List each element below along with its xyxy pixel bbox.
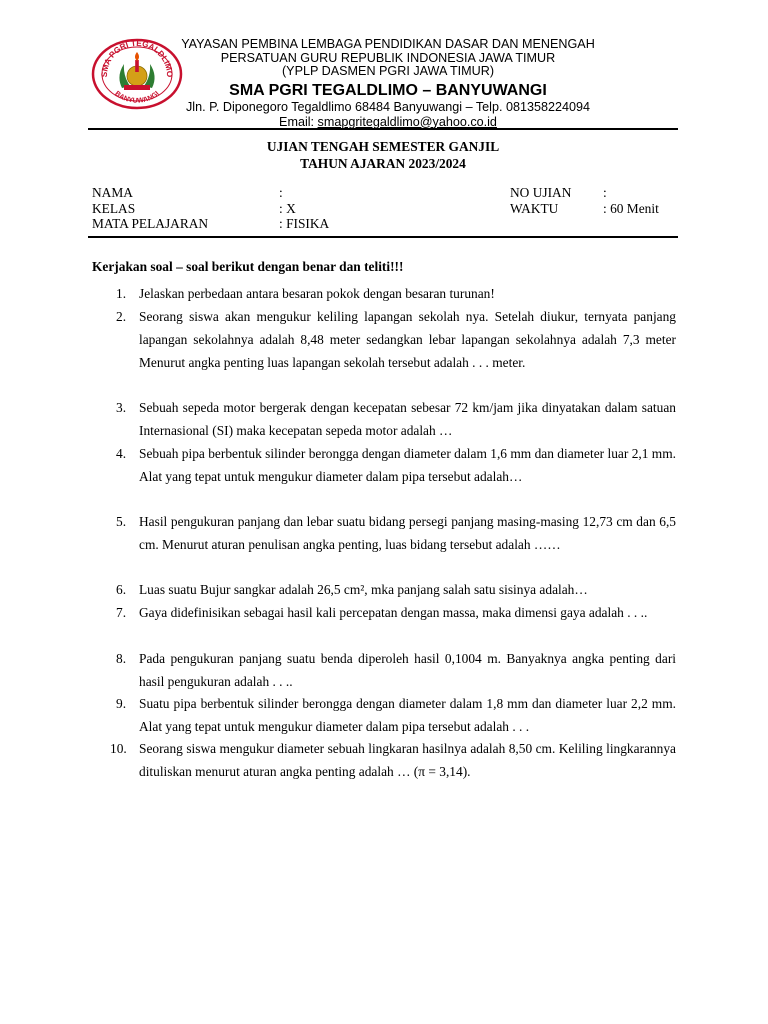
question-item: [92, 648, 676, 694]
nama-field[interactable]: :: [279, 185, 283, 200]
mapel-label: MATA PELAJARAN: [92, 216, 209, 231]
nama-label: NAMA: [92, 185, 133, 200]
question-number: 5.: [116, 514, 127, 529]
question-item: [92, 602, 676, 625]
question-text: Suatu pipa berbentuk silinder berongga dengan diameter dalam 1,8 mm dan diameter luar 2,2 mm. Alat yang tepat untuk mengukur diameter dalam pipa tersebut adalah . . .: [139, 696, 676, 734]
question-text: Luas suatu Bujur sangkar adalah 26,5 cm², mka panjang salah satu sisinya adalah…: [139, 582, 588, 597]
letterhead-divider: [88, 128, 678, 130]
exam-title: UJIAN TENGAH SEMESTER GANJIL: [266, 139, 500, 154]
email-link[interactable]: smapgritegaldlimo@yahoo.co.id: [317, 114, 497, 129]
letterhead-abbreviation: (YPLP DASMEN PGRI JAWA TIMUR): [281, 64, 495, 78]
question-number: 8.: [116, 651, 127, 666]
kelas-value: : X: [279, 201, 296, 216]
school-logo: [90, 38, 184, 110]
question-number: 3.: [116, 400, 127, 415]
question-number: 1.: [116, 286, 127, 301]
question-item: [92, 693, 676, 739]
question-text: Gaya didefinisikan sebagai hasil kali percepatan dengan massa, maka dimensi gaya adalah . . ..: [139, 605, 648, 620]
question-number: 9.: [116, 696, 127, 711]
logo-ribbon: [124, 85, 150, 90]
question-item: [92, 443, 676, 489]
question-number: 6.: [116, 582, 127, 597]
question-number: 4.: [116, 446, 127, 461]
question-number: 10.: [110, 741, 127, 756]
waktu-label: WAKTU: [510, 201, 559, 216]
school-name: SMA PGRI TEGALDLIMO – BANYUWANGI: [229, 81, 547, 99]
no-ujian-field[interactable]: :: [603, 185, 607, 200]
school-address: Jln. P. Diponegoro Tegaldlimo 68484 Banyuwangi – Telp. 081358224094: [185, 99, 590, 114]
question-number: 2.: [116, 309, 127, 324]
waktu-value: : 60 Menit: [603, 201, 659, 216]
kelas-label: KELAS: [92, 201, 136, 216]
question-item: [92, 306, 676, 374]
question-text: Sebuah sepeda motor bergerak dengan kecepatan sebesar 72 km/jam jika dinyatakan dalam satuan Internasional (SI) maka kecepatan sepeda motor adalah …: [139, 400, 676, 438]
mapel-value: : FISIKA: [279, 216, 330, 231]
question-text: Pada pengukuran panjang suatu benda diperoleh hasil 0,1004 m. Banyaknya angka penting dari hasil pengukuran adalah . . ..: [139, 651, 676, 689]
question-item: [92, 397, 676, 443]
question-text: Jelaskan perbedaan antara besaran pokok dengan besaran turunan!: [139, 286, 495, 301]
letterhead-association: PERSATUAN GURU REPUBLIK INDONESIA JAWA TIMUR: [220, 50, 556, 65]
question-item: [92, 511, 676, 557]
letterhead: [180, 38, 596, 130]
identity-divider: [88, 236, 678, 238]
exam-year: TAHUN AJARAN 2023/2024: [300, 156, 466, 171]
letterhead-foundation: YAYASAN PEMBINA LEMBAGA PENDIDIKAN DASAR DAN MENENGAH: [181, 37, 595, 51]
email-label: Email:: [279, 114, 318, 129]
logo-arc-bottom: BANYUWANGI: [113, 90, 161, 105]
question-text: Hasil pengukuran panjang dan lebar suatu bidang persegi panjang masing-masing 12,73 cm dan 6,5 cm. Menurut aturan penulisan angka penting, luas bidang tersebut adalah ……: [139, 514, 676, 552]
question-item: [92, 283, 676, 306]
question-text: Seorang siswa mengukur diameter sebuah lingkaran hasilnya adalah 8,50 cm. Keliling lingkarannya dituliskan menurut aturan angka penting adalah … (π = 3,14).: [139, 741, 676, 779]
logo-arc-top: SMA PGRI TEGALDLIMO: [99, 38, 175, 78]
logo-torch: [135, 60, 139, 72]
question-item: [92, 738, 676, 784]
question-number: 7.: [116, 605, 127, 620]
instruction: Kerjakan soal – soal berikut dengan benar dan teliti!!!: [92, 259, 404, 274]
question-text: Seorang siswa akan mengukur keliling lapangan sekolah nya. Setelah diukur, ternyata panjang lapangan sekolahnya adalah 8,48 meter sedangkan lebar lapangan sekolahnya adalah 7,3 meter Menurut angka penting luas lapangan sekolah tersebut adalah . . . meter.: [139, 309, 676, 370]
logo-flame: [135, 52, 139, 61]
no-ujian-label: NO UJIAN: [510, 185, 572, 200]
question-text: Sebuah pipa berbentuk silinder berongga dengan diameter dalam 1,6 mm dan diameter luar 2,1 mm. Alat yang tepat untuk mengukur diameter dalam pipa tersebut adalah…: [139, 446, 676, 484]
question-item: [92, 579, 676, 602]
